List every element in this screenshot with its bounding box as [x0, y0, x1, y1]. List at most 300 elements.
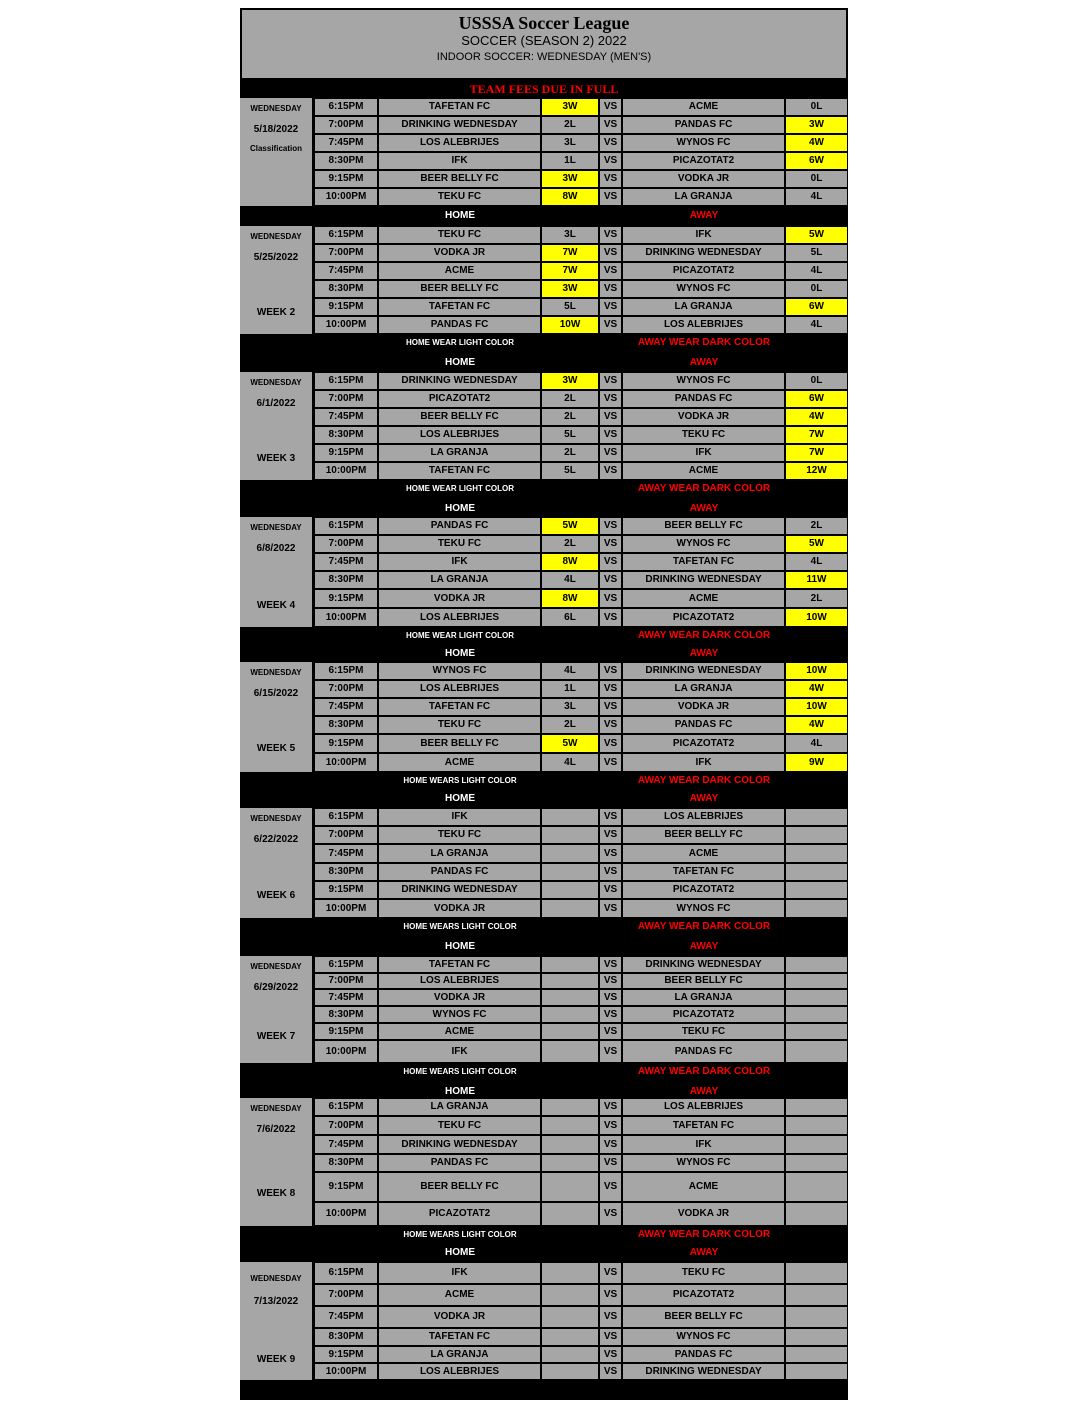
home-team: WYNOS FC [378, 662, 541, 680]
away-score: 2L [785, 589, 848, 608]
home-score [541, 1098, 599, 1116]
home-team: LOS ALEBRIJES [378, 973, 541, 989]
game-time: 9:15PM [314, 1172, 378, 1202]
game-time: 10:00PM [314, 1363, 378, 1380]
away-wear-note: AWAY WEAR DARK COLOR [637, 483, 771, 494]
home-team: PANDAS FC [378, 517, 541, 535]
home-team: LA GRANJA [378, 1098, 541, 1116]
game-time: 10:00PM [314, 316, 378, 334]
away-score [785, 956, 848, 973]
vs-label: VS [599, 698, 622, 716]
away-wear-note: AWAY WEAR DARK COLOR [637, 921, 771, 932]
home-score [541, 989, 599, 1006]
away-team: ACME [622, 589, 785, 608]
home-score: 2L [541, 444, 599, 462]
home-team: BEER BELLY FC [378, 1172, 541, 1202]
vs-label: VS [599, 372, 622, 390]
vs-label: VS [599, 535, 622, 553]
week-footer-bar [240, 918, 848, 956]
away-team: PICAZOTAT2 [622, 734, 785, 753]
away-team: LOS ALEBRIJES [622, 1098, 785, 1116]
vs-label: VS [599, 316, 622, 334]
vs-label: VS [599, 426, 622, 444]
home-score: 3L [541, 134, 599, 152]
division-title: INDOOR SOCCER: WEDNESDAY (MEN'S) [436, 51, 652, 63]
home-score: 3W [541, 372, 599, 390]
away-score: 4W [785, 408, 848, 426]
game-time: 6:15PM [314, 517, 378, 535]
home-score [541, 808, 599, 826]
home-score: 2L [541, 716, 599, 734]
vs-label: VS [599, 844, 622, 863]
away-score [785, 1284, 848, 1306]
vs-label: VS [599, 1135, 622, 1154]
week-footer-bar [240, 206, 848, 226]
week-day: WEDNESDAY [250, 104, 302, 113]
home-team: LA GRANJA [378, 444, 541, 462]
week-day: WEDNESDAY [250, 1104, 302, 1113]
vs-label: VS [599, 1098, 622, 1116]
home-score [541, 899, 599, 918]
home-team: BEER BELLY FC [378, 170, 541, 188]
away-score [785, 1098, 848, 1116]
week-day: WEDNESDAY [250, 1274, 302, 1283]
away-wear-note: AWAY WEAR DARK COLOR [637, 1229, 771, 1240]
game-time: 6:15PM [314, 372, 378, 390]
week-day: WEDNESDAY [250, 814, 302, 823]
home-column-label: HOME [445, 793, 475, 804]
home-team: TAFETAN FC [378, 462, 541, 480]
away-wear-note: AWAY WEAR DARK COLOR [637, 1066, 771, 1077]
vs-label: VS [599, 152, 622, 170]
game-time: 6:15PM [314, 808, 378, 826]
away-team: LA GRANJA [622, 680, 785, 698]
vs-label: VS [599, 390, 622, 408]
away-team: LOS ALEBRIJES [622, 808, 785, 826]
game-time: 10:00PM [314, 188, 378, 206]
home-score: 5L [541, 426, 599, 444]
game-time: 9:15PM [314, 1023, 378, 1040]
away-score: 4L [785, 188, 848, 206]
home-score: 10W [541, 316, 599, 334]
away-score [785, 1262, 848, 1284]
vs-label: VS [599, 517, 622, 535]
home-team: IFK [378, 808, 541, 826]
away-team: LA GRANJA [622, 188, 785, 206]
away-team: PICAZOTAT2 [622, 1006, 785, 1023]
game-time: 7:00PM [314, 244, 378, 262]
home-column-label: HOME [445, 941, 475, 952]
season-title: SOCCER (SEASON 2) 2022 [461, 33, 627, 48]
game-time: 9:15PM [314, 444, 378, 462]
away-team: PICAZOTAT2 [622, 1284, 785, 1306]
game-time: 7:45PM [314, 1135, 378, 1154]
away-team: VODKA JR [622, 698, 785, 716]
away-score [785, 989, 848, 1006]
home-team: PANDAS FC [378, 316, 541, 334]
week-footer-bar [240, 627, 848, 663]
home-team: IFK [378, 1040, 541, 1063]
away-score [785, 1135, 848, 1154]
week-date: 5/25/2022 [253, 252, 299, 263]
week-day: WEDNESDAY [250, 378, 302, 387]
vs-label: VS [599, 1262, 622, 1284]
home-score: 2L [541, 535, 599, 553]
away-team: PANDAS FC [622, 1040, 785, 1063]
away-team: TEKU FC [622, 1262, 785, 1284]
home-score [541, 1202, 599, 1226]
home-team: TEKU FC [378, 226, 541, 244]
week-date-cell [240, 372, 314, 480]
away-team: PANDAS FC [622, 116, 785, 134]
home-score: 3W [541, 170, 599, 188]
away-score: 4L [785, 734, 848, 753]
game-time: 7:00PM [314, 535, 378, 553]
fees-notice: TEAM FEES DUE IN FULL [240, 80, 848, 98]
home-column-label: HOME [445, 1086, 475, 1097]
vs-label: VS [599, 863, 622, 881]
game-time: 6:15PM [314, 226, 378, 244]
home-team: IFK [378, 152, 541, 170]
home-score [541, 863, 599, 881]
home-team: PICAZOTAT2 [378, 390, 541, 408]
home-team: LOS ALEBRIJES [378, 1363, 541, 1380]
home-team: TAFETAN FC [378, 956, 541, 973]
home-score: 3W [541, 98, 599, 116]
away-team: PICAZOTAT2 [622, 262, 785, 280]
home-team: DRINKING WEDNESDAY [378, 372, 541, 390]
home-column-label: HOME [445, 503, 475, 514]
away-team: WYNOS FC [622, 1328, 785, 1346]
week-footer-bar [240, 480, 848, 518]
away-score [785, 973, 848, 989]
away-team: DRINKING WEDNESDAY [622, 244, 785, 262]
vs-label: VS [599, 1306, 622, 1328]
week-label: WEEK 7 [256, 1031, 296, 1042]
away-team: PICAZOTAT2 [622, 152, 785, 170]
game-time: 7:45PM [314, 1306, 378, 1328]
away-column-label: AWAY [689, 503, 719, 514]
away-team: LA GRANJA [622, 298, 785, 316]
away-column-label: AWAY [689, 941, 719, 952]
week-footer-bar [240, 772, 848, 808]
week-date: 7/13/2022 [253, 1296, 299, 1307]
week-date-cell [240, 662, 314, 772]
away-wear-note: AWAY WEAR DARK COLOR [637, 337, 771, 348]
vs-label: VS [599, 134, 622, 152]
game-time: 7:00PM [314, 826, 378, 844]
game-time: 7:45PM [314, 844, 378, 863]
away-score: 9W [785, 753, 848, 772]
away-score: 0L [785, 170, 848, 188]
home-team: WYNOS FC [378, 1006, 541, 1023]
game-time: 9:15PM [314, 1346, 378, 1363]
away-team: ACME [622, 462, 785, 480]
week-footer-bar [240, 334, 848, 372]
vs-label: VS [599, 262, 622, 280]
away-score [785, 1116, 848, 1135]
week-date: 6/22/2022 [253, 834, 299, 845]
away-score: 3W [785, 116, 848, 134]
vs-label: VS [599, 808, 622, 826]
home-score [541, 1284, 599, 1306]
home-wear-note: HOME WEAR LIGHT COLOR [406, 338, 514, 347]
week-day: WEDNESDAY [250, 668, 302, 677]
away-score: 5L [785, 244, 848, 262]
away-team: TEKU FC [622, 426, 785, 444]
home-score: 5W [541, 517, 599, 535]
week-label: WEEK 3 [256, 453, 296, 464]
vs-label: VS [599, 1363, 622, 1380]
week-label: WEEK 9 [256, 1354, 296, 1365]
away-team: TEKU FC [622, 1023, 785, 1040]
vs-label: VS [599, 1346, 622, 1363]
home-score: 2L [541, 408, 599, 426]
away-team: WYNOS FC [622, 372, 785, 390]
away-team: ACME [622, 844, 785, 863]
away-team: BEER BELLY FC [622, 826, 785, 844]
home-score: 8W [541, 589, 599, 608]
vs-label: VS [599, 753, 622, 772]
away-score [785, 1154, 848, 1172]
away-column-label: AWAY [689, 1247, 719, 1258]
home-score [541, 956, 599, 973]
home-wear-note: HOME WEAR LIGHT COLOR [406, 631, 514, 640]
game-time: 8:30PM [314, 571, 378, 589]
away-team: DRINKING WEDNESDAY [622, 571, 785, 589]
home-score: 5W [541, 734, 599, 753]
away-team: LA GRANJA [622, 989, 785, 1006]
away-score [785, 826, 848, 844]
game-time: 6:15PM [314, 662, 378, 680]
away-team: IFK [622, 226, 785, 244]
home-team: DRINKING WEDNESDAY [378, 1135, 541, 1154]
home-team: ACME [378, 262, 541, 280]
away-score: 4L [785, 316, 848, 334]
week-label: WEEK 4 [256, 600, 296, 611]
away-score: 4W [785, 680, 848, 698]
away-score: 7W [785, 444, 848, 462]
game-time: 7:45PM [314, 553, 378, 571]
home-team: TEKU FC [378, 188, 541, 206]
away-score: 4W [785, 716, 848, 734]
game-time: 7:00PM [314, 680, 378, 698]
away-team: ACME [622, 1172, 785, 1202]
game-time: 9:15PM [314, 734, 378, 753]
home-score: 7W [541, 262, 599, 280]
home-score [541, 1346, 599, 1363]
away-score [785, 1306, 848, 1328]
game-time: 8:30PM [314, 863, 378, 881]
home-score: 5L [541, 462, 599, 480]
home-team: DRINKING WEDNESDAY [378, 881, 541, 899]
home-score: 1L [541, 680, 599, 698]
vs-label: VS [599, 226, 622, 244]
away-team: ACME [622, 98, 785, 116]
vs-label: VS [599, 680, 622, 698]
home-wear-note: HOME WEARS LIGHT COLOR [403, 1067, 517, 1076]
week-day: WEDNESDAY [250, 232, 302, 241]
away-team: TAFETAN FC [622, 863, 785, 881]
home-team: VODKA JR [378, 899, 541, 918]
vs-label: VS [599, 298, 622, 316]
away-score [785, 899, 848, 918]
away-wear-note: AWAY WEAR DARK COLOR [637, 775, 771, 786]
week-date: 6/1/2022 [256, 398, 296, 409]
vs-label: VS [599, 1172, 622, 1202]
home-team: TAFETAN FC [378, 98, 541, 116]
vs-label: VS [599, 1202, 622, 1226]
week-date-cell [240, 956, 314, 1063]
away-team: DRINKING WEDNESDAY [622, 956, 785, 973]
home-team: ACME [378, 753, 541, 772]
week-date-cell [240, 1098, 314, 1226]
vs-label: VS [599, 973, 622, 989]
vs-label: VS [599, 956, 622, 973]
week-day: WEDNESDAY [250, 523, 302, 532]
home-score: 1L [541, 152, 599, 170]
game-time: 10:00PM [314, 753, 378, 772]
home-team: VODKA JR [378, 989, 541, 1006]
away-score [785, 1172, 848, 1202]
away-wear-note: AWAY WEAR DARK COLOR [637, 630, 771, 641]
home-score: 7W [541, 244, 599, 262]
home-score [541, 1306, 599, 1328]
vs-label: VS [599, 408, 622, 426]
away-score: 0L [785, 280, 848, 298]
home-score [541, 1262, 599, 1284]
home-team: LOS ALEBRIJES [378, 608, 541, 627]
vs-label: VS [599, 170, 622, 188]
week-date-cell [240, 808, 314, 918]
away-team: DRINKING WEDNESDAY [622, 662, 785, 680]
vs-label: VS [599, 608, 622, 627]
away-team: WYNOS FC [622, 1154, 785, 1172]
game-time: 10:00PM [314, 608, 378, 627]
away-score [785, 1202, 848, 1226]
away-score [785, 808, 848, 826]
away-team: WYNOS FC [622, 535, 785, 553]
vs-label: VS [599, 1040, 622, 1063]
home-score: 2L [541, 390, 599, 408]
week-date: 6/15/2022 [253, 688, 299, 699]
vs-label: VS [599, 1006, 622, 1023]
week-day: WEDNESDAY [250, 962, 302, 971]
home-team: TAFETAN FC [378, 1328, 541, 1346]
away-score [785, 881, 848, 899]
vs-label: VS [599, 1284, 622, 1306]
away-team: TAFETAN FC [622, 1116, 785, 1135]
game-time: 7:45PM [314, 134, 378, 152]
home-team: VODKA JR [378, 589, 541, 608]
home-team: LA GRANJA [378, 1346, 541, 1363]
home-team: TEKU FC [378, 535, 541, 553]
home-team: IFK [378, 553, 541, 571]
vs-label: VS [599, 553, 622, 571]
week-date-cell [240, 517, 314, 627]
vs-label: VS [599, 1023, 622, 1040]
week-label: WEEK 6 [256, 890, 296, 901]
home-score [541, 1023, 599, 1040]
vs-label: VS [599, 571, 622, 589]
game-time: 6:15PM [314, 1098, 378, 1116]
week-date: 6/8/2022 [256, 543, 296, 554]
away-team: TAFETAN FC [622, 553, 785, 571]
home-wear-note: HOME WEAR LIGHT COLOR [406, 484, 514, 493]
game-time: 9:15PM [314, 298, 378, 316]
game-time: 8:30PM [314, 280, 378, 298]
game-time: 6:15PM [314, 98, 378, 116]
away-column-label: AWAY [689, 210, 719, 221]
home-team: LA GRANJA [378, 844, 541, 863]
home-score: 4L [541, 753, 599, 772]
game-time: 9:15PM [314, 881, 378, 899]
away-team: DRINKING WEDNESDAY [622, 1363, 785, 1380]
away-score: 4W [785, 134, 848, 152]
home-score: 2L [541, 116, 599, 134]
away-team: WYNOS FC [622, 899, 785, 918]
week-date-cell [240, 1262, 314, 1380]
away-score: 10W [785, 608, 848, 627]
away-score: 6W [785, 390, 848, 408]
away-score: 4L [785, 553, 848, 571]
home-score: 3L [541, 226, 599, 244]
vs-label: VS [599, 734, 622, 753]
week-footer-bar [240, 1226, 848, 1262]
vs-label: VS [599, 1116, 622, 1135]
home-team: LOS ALEBRIJES [378, 134, 541, 152]
home-team: TEKU FC [378, 826, 541, 844]
week-date: 7/6/2022 [256, 1124, 296, 1135]
home-score [541, 844, 599, 863]
schedule-header [240, 8, 848, 80]
away-score: 0L [785, 372, 848, 390]
vs-label: VS [599, 98, 622, 116]
away-team: VODKA JR [622, 408, 785, 426]
week-date: 6/29/2022 [253, 982, 299, 993]
home-score: 4L [541, 571, 599, 589]
home-score [541, 973, 599, 989]
game-time: 7:45PM [314, 262, 378, 280]
home-wear-note: HOME WEARS LIGHT COLOR [403, 922, 517, 931]
home-score: 8W [541, 553, 599, 571]
away-team: BEER BELLY FC [622, 1306, 785, 1328]
home-score [541, 1135, 599, 1154]
home-team: VODKA JR [378, 244, 541, 262]
away-score: 6W [785, 298, 848, 316]
home-team: TEKU FC [378, 1116, 541, 1135]
away-score: 2L [785, 517, 848, 535]
away-team: IFK [622, 1135, 785, 1154]
home-team: BEER BELLY FC [378, 408, 541, 426]
home-team: BEER BELLY FC [378, 734, 541, 753]
game-time: 8:30PM [314, 1154, 378, 1172]
home-team: LA GRANJA [378, 571, 541, 589]
vs-label: VS [599, 826, 622, 844]
away-column-label: AWAY [689, 357, 719, 368]
home-score: 5L [541, 298, 599, 316]
vs-label: VS [599, 1154, 622, 1172]
home-score: 4L [541, 662, 599, 680]
away-team: VODKA JR [622, 170, 785, 188]
away-score [785, 1328, 848, 1346]
week-label: Classification [249, 144, 302, 153]
away-team: PANDAS FC [622, 1346, 785, 1363]
home-score: 3L [541, 698, 599, 716]
schedule-sheet [240, 8, 848, 1400]
away-column-label: AWAY [689, 1086, 719, 1097]
away-score: 6W [785, 152, 848, 170]
